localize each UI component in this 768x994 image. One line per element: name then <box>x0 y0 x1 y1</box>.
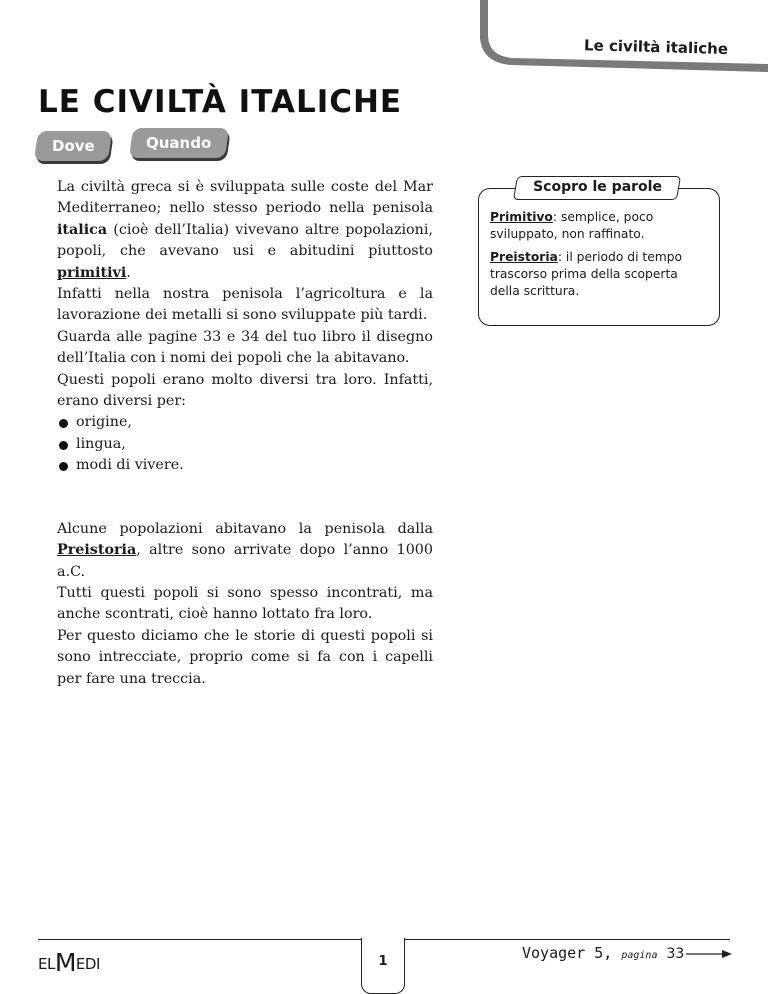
publisher-logo: ELMEDI <box>38 948 100 977</box>
running-header-title: Le civiltà italiche <box>583 36 729 58</box>
glossary-box <box>478 179 720 326</box>
differences-list <box>57 412 433 476</box>
paragraph-2: Infatti nella nostra penisola l’agricoltura e la lavorazione dei metalli si sono sviluppate più tardi. <box>57 286 433 324</box>
paragraph-1: La civiltà greca si è sviluppata sulle coste del Mar Mediterraneo; nello stesso periodo nella penisola italica (cioè dell’Italia) vivevano altre popolazioni, popoli, che avevano usi e abitudini piuttosto primitivi. <box>57 179 433 281</box>
term-preistoria: Preistoria <box>57 542 137 559</box>
page-title: LE CIVILTÀ ITALICHE <box>38 84 403 120</box>
tab-dove[interactable]: Dove <box>34 131 112 161</box>
arrow-right-icon <box>686 949 732 959</box>
paragraph-4: Questi popoli erano molto diversi tra loro. Infatti, erano diversi per: <box>57 371 433 410</box>
glossary-item: Preistoria: il periodo di tempo trascorso prima della scoperta della scrittura. <box>490 250 683 298</box>
paragraph-3: Guarda alle pagine 33 e 34 del tuo libro il disegno dell’Italia con i nomi dei popoli che la abitavano. <box>57 328 433 367</box>
list-item: origine, <box>57 412 433 433</box>
keyword-italica: italica <box>57 221 108 238</box>
paragraph-7: Per questo diciamo che le storie di questi popoli si sono intrecciate, proprio come si fa con i capelli per fare una treccia. <box>57 627 433 687</box>
paragraph-6: Tutti questi popoli si sono spesso incontrati, ma anche scontrati, cioè hanno lottato fra loro. <box>57 584 433 623</box>
main-text <box>57 177 433 690</box>
list-item: modi di vivere. <box>57 455 433 476</box>
glossary-title: Scopro le parole <box>513 176 681 200</box>
list-item: lingua, <box>57 434 433 455</box>
glossary-item: Primitivo: semplice, poco sviluppato, non raffinato. <box>490 210 654 241</box>
tab-quando[interactable]: Quando <box>129 128 229 158</box>
book-reference: Voyager 5, pagina 33 <box>522 944 732 962</box>
term-primitivi: primitivi <box>57 264 127 281</box>
page-number: 1 <box>361 938 405 994</box>
paragraph-5: Alcune popolazioni abitavano la penisola dalla Preistoria, altre sono arrivate dopo l’anno 1000 a.C. <box>57 520 433 580</box>
